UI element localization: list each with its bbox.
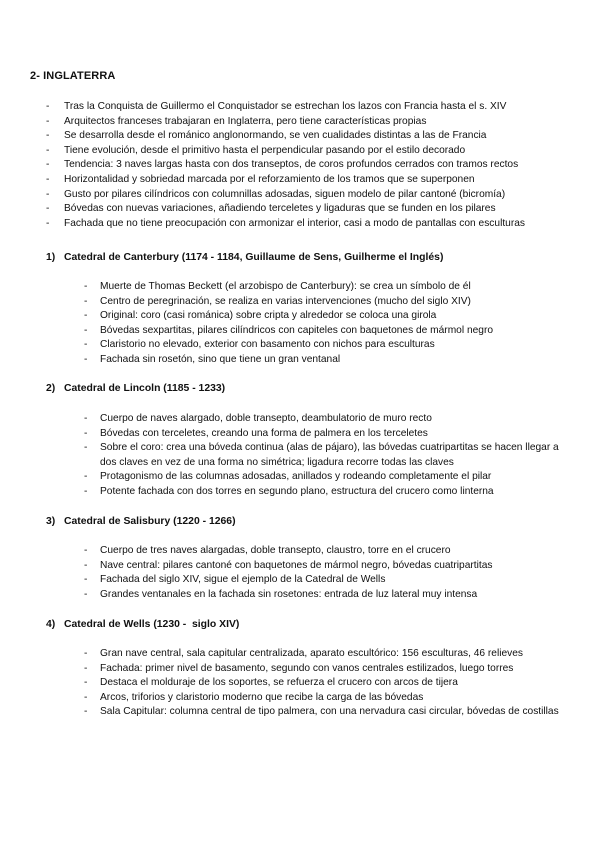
list-item-text: Grandes ventanales en la fachada sin rosetones: entrada de luz lateral muy intensa	[100, 588, 478, 600]
list-item	[46, 100, 586, 115]
section-list-salisbury	[84, 544, 574, 602]
list-item-text: Sala Capitular: columna central de tipo palmera, con una nervadura casi circular, bóvedas de costillas	[100, 706, 559, 718]
section-number: 3)	[46, 516, 56, 527]
section-number: 4)	[46, 619, 56, 630]
section-heading-text: Catedral de Lincoln (1185 - 1233)	[64, 383, 226, 394]
list-item-text: Gran nave central, sala capitular centralizada, aparato escultórico: 156 esculturas, 46 relieves	[100, 648, 524, 659]
list-item	[84, 573, 574, 588]
list-item	[84, 412, 574, 427]
bullet-dash: -	[84, 677, 88, 689]
bullet-dash: -	[46, 173, 50, 185]
list-item	[84, 485, 574, 500]
list-item-text: Cuerpo de tres naves alargadas, doble transepto, claustro, torre en el crucero	[100, 545, 451, 556]
section-number: 1)	[46, 252, 56, 263]
list-item	[84, 647, 574, 662]
bullet-dash: -	[46, 159, 50, 171]
list-item	[84, 309, 574, 324]
list-item-text: Fachada que no tiene preocupación con armonizar el interior, casi a modo de pantallas con esculturas	[64, 217, 525, 229]
list-item-text: Original: coro (casi románica) sobre cripta y alrededor se coloca una girola	[100, 310, 437, 322]
list-item-text: Destaca el molduraje de los soportes, se refuerza el crucero con arcos de tijera	[100, 677, 458, 689]
bullet-dash: -	[84, 662, 88, 674]
section-heading-wells	[46, 619, 239, 630]
section-list-wells	[84, 647, 574, 720]
list-item-text: Se desarrolla desde el románico anglonormando, se ven cualidades distintas a las de Francia	[64, 130, 487, 142]
bullet-dash: -	[84, 310, 88, 322]
list-item-text: Potente fachada con dos torres en segundo plano, estructura del crucero como linterna	[100, 485, 494, 497]
section-heading-canterbury	[46, 252, 443, 263]
list-item-text: Arcos, triforios y claristorio moderno que recibe la carga de las bóvedas	[100, 691, 424, 703]
list-item	[84, 559, 574, 574]
list-item	[84, 691, 574, 706]
bullet-dash: -	[84, 427, 88, 439]
list-item-text: Fachada: primer nivel de basamento, segundo con vanos centrales estilizados, luego torres	[100, 662, 514, 674]
list-item	[84, 544, 574, 559]
bullet-dash: -	[46, 130, 50, 142]
list-item-text: Bóvedas sexpartitas, pilares cilíndricos con capiteles con baquetones de mármol negro	[100, 324, 493, 336]
bullet-dash: -	[84, 413, 88, 424]
bullet-dash: -	[84, 574, 88, 586]
bullet-dash: -	[84, 442, 88, 454]
list-item	[84, 441, 574, 470]
bullet-dash: -	[84, 471, 88, 483]
bullet-dash: -	[84, 324, 88, 336]
section-heading-text: Catedral de Canterbury (1174 - 1184, Guillaume de Sens, Guilherme el Inglés)	[64, 252, 444, 263]
list-item-text: Arquitectos franceses trabajaran en Inglaterra, pero tiene características propias	[64, 115, 427, 127]
section-heading-lincoln	[46, 383, 225, 394]
section-heading-text: Catedral de Salisbury (1220 - 1266)	[64, 516, 236, 527]
bullet-dash: -	[46, 203, 50, 215]
list-item	[84, 353, 574, 368]
list-item-text: Gusto por pilares cilíndricos con columnillas adosadas, siguen modelo de pilar cantoné (bicromía)	[64, 188, 506, 200]
bullet-dash: -	[46, 188, 50, 200]
bullet-dash: -	[46, 101, 50, 112]
list-item	[46, 202, 586, 217]
list-item	[84, 662, 574, 677]
bullet-dash: -	[84, 706, 88, 718]
list-item	[46, 217, 586, 232]
section-heading-salisbury	[46, 516, 236, 527]
list-item	[46, 129, 586, 144]
bullet-dash: -	[84, 545, 88, 556]
list-item-text: Horizontalidad y sobriedad marcada por el reforzamiento de los tramos que se superponen	[64, 173, 475, 185]
bullet-dash: -	[46, 217, 50, 229]
list-item	[84, 588, 574, 603]
bullet-dash: -	[84, 281, 88, 292]
list-item	[46, 173, 586, 188]
list-item-text: Sobre el coro: crea una bóveda continua (alas de pájaro), las bóvedas cuatripartitas se hacen llegar a dos claves en vez de una forma no simétrica; ligadura recorre todas las claves	[100, 442, 559, 468]
list-item	[84, 295, 574, 310]
list-item	[84, 427, 574, 442]
list-item	[84, 705, 574, 720]
list-item-text: Centro de peregrinación, se realiza en varias intervenciones (mucho del siglo XIV)	[100, 295, 471, 307]
bullet-dash: -	[84, 588, 88, 600]
list-item-text: Tiene evolución, desde el primitivo hasta el perpendicular pasando por el estilo decorado	[64, 144, 466, 156]
bullet-dash: -	[84, 691, 88, 703]
list-item-text: Nave central: pilares cantoné con baquetones de mármol negro, bóvedas cuatripartitas	[100, 559, 493, 571]
list-item	[46, 144, 586, 159]
bullet-dash: -	[84, 648, 88, 659]
bullet-dash: -	[84, 485, 88, 497]
bullet-dash: -	[84, 295, 88, 307]
section-list-lincoln	[84, 412, 574, 500]
list-item-text: Tras la Conquista de Guillermo el Conquistador se estrechan los lazos con Francia hasta el s. XIV	[64, 101, 507, 112]
list-item	[46, 115, 586, 130]
list-item-text: Claristorio no elevado, exterior con basamento con nichos para esculturas	[100, 339, 435, 351]
bullet-dash: -	[46, 144, 50, 156]
list-item-text: Protagonismo de las columnas adosadas, anillados y rodeando completamente el pilar	[100, 471, 492, 483]
list-item-text: Fachada sin rosetón, sino que tiene un gran ventanal	[100, 353, 341, 365]
list-item	[46, 158, 586, 173]
list-item	[46, 188, 586, 203]
list-item-text: Bóvedas con terceletes, creando una forma de palmera en los terceletes	[100, 427, 428, 439]
bullet-dash: -	[46, 115, 50, 127]
list-item-text: Tendencia: 3 naves largas hasta con dos transeptos, de coros profundos cerrados con tramos rectos	[64, 159, 519, 171]
list-item-text: Cuerpo de naves alargado, doble transepto, deambulatorio de muro recto	[100, 413, 432, 424]
list-item	[84, 280, 574, 295]
bullet-dash: -	[84, 339, 88, 351]
list-item	[84, 676, 574, 691]
list-item	[84, 338, 574, 353]
section-number: 2)	[46, 383, 56, 394]
bullet-dash: -	[84, 353, 88, 365]
bullet-dash: -	[84, 559, 88, 571]
list-item-text: Fachada del siglo XIV, sigue el ejemplo de la Catedral de Wells	[100, 574, 386, 586]
intro-list	[46, 100, 586, 231]
list-item	[84, 470, 574, 485]
list-item-text: Bóvedas con nuevas variaciones, añadiendo terceletes y ligaduras que se funden en los pilares	[64, 203, 496, 215]
section-list-canterbury	[84, 280, 574, 368]
section-heading-text: Catedral de Wells (1230 - siglo XIV)	[64, 619, 240, 630]
list-item-text: Muerte de Thomas Beckett (el arzobispo de Canterbury): se crea un símbolo de él	[100, 281, 471, 292]
list-item	[84, 324, 574, 339]
page-title: 2- INGLATERRA	[30, 70, 116, 82]
